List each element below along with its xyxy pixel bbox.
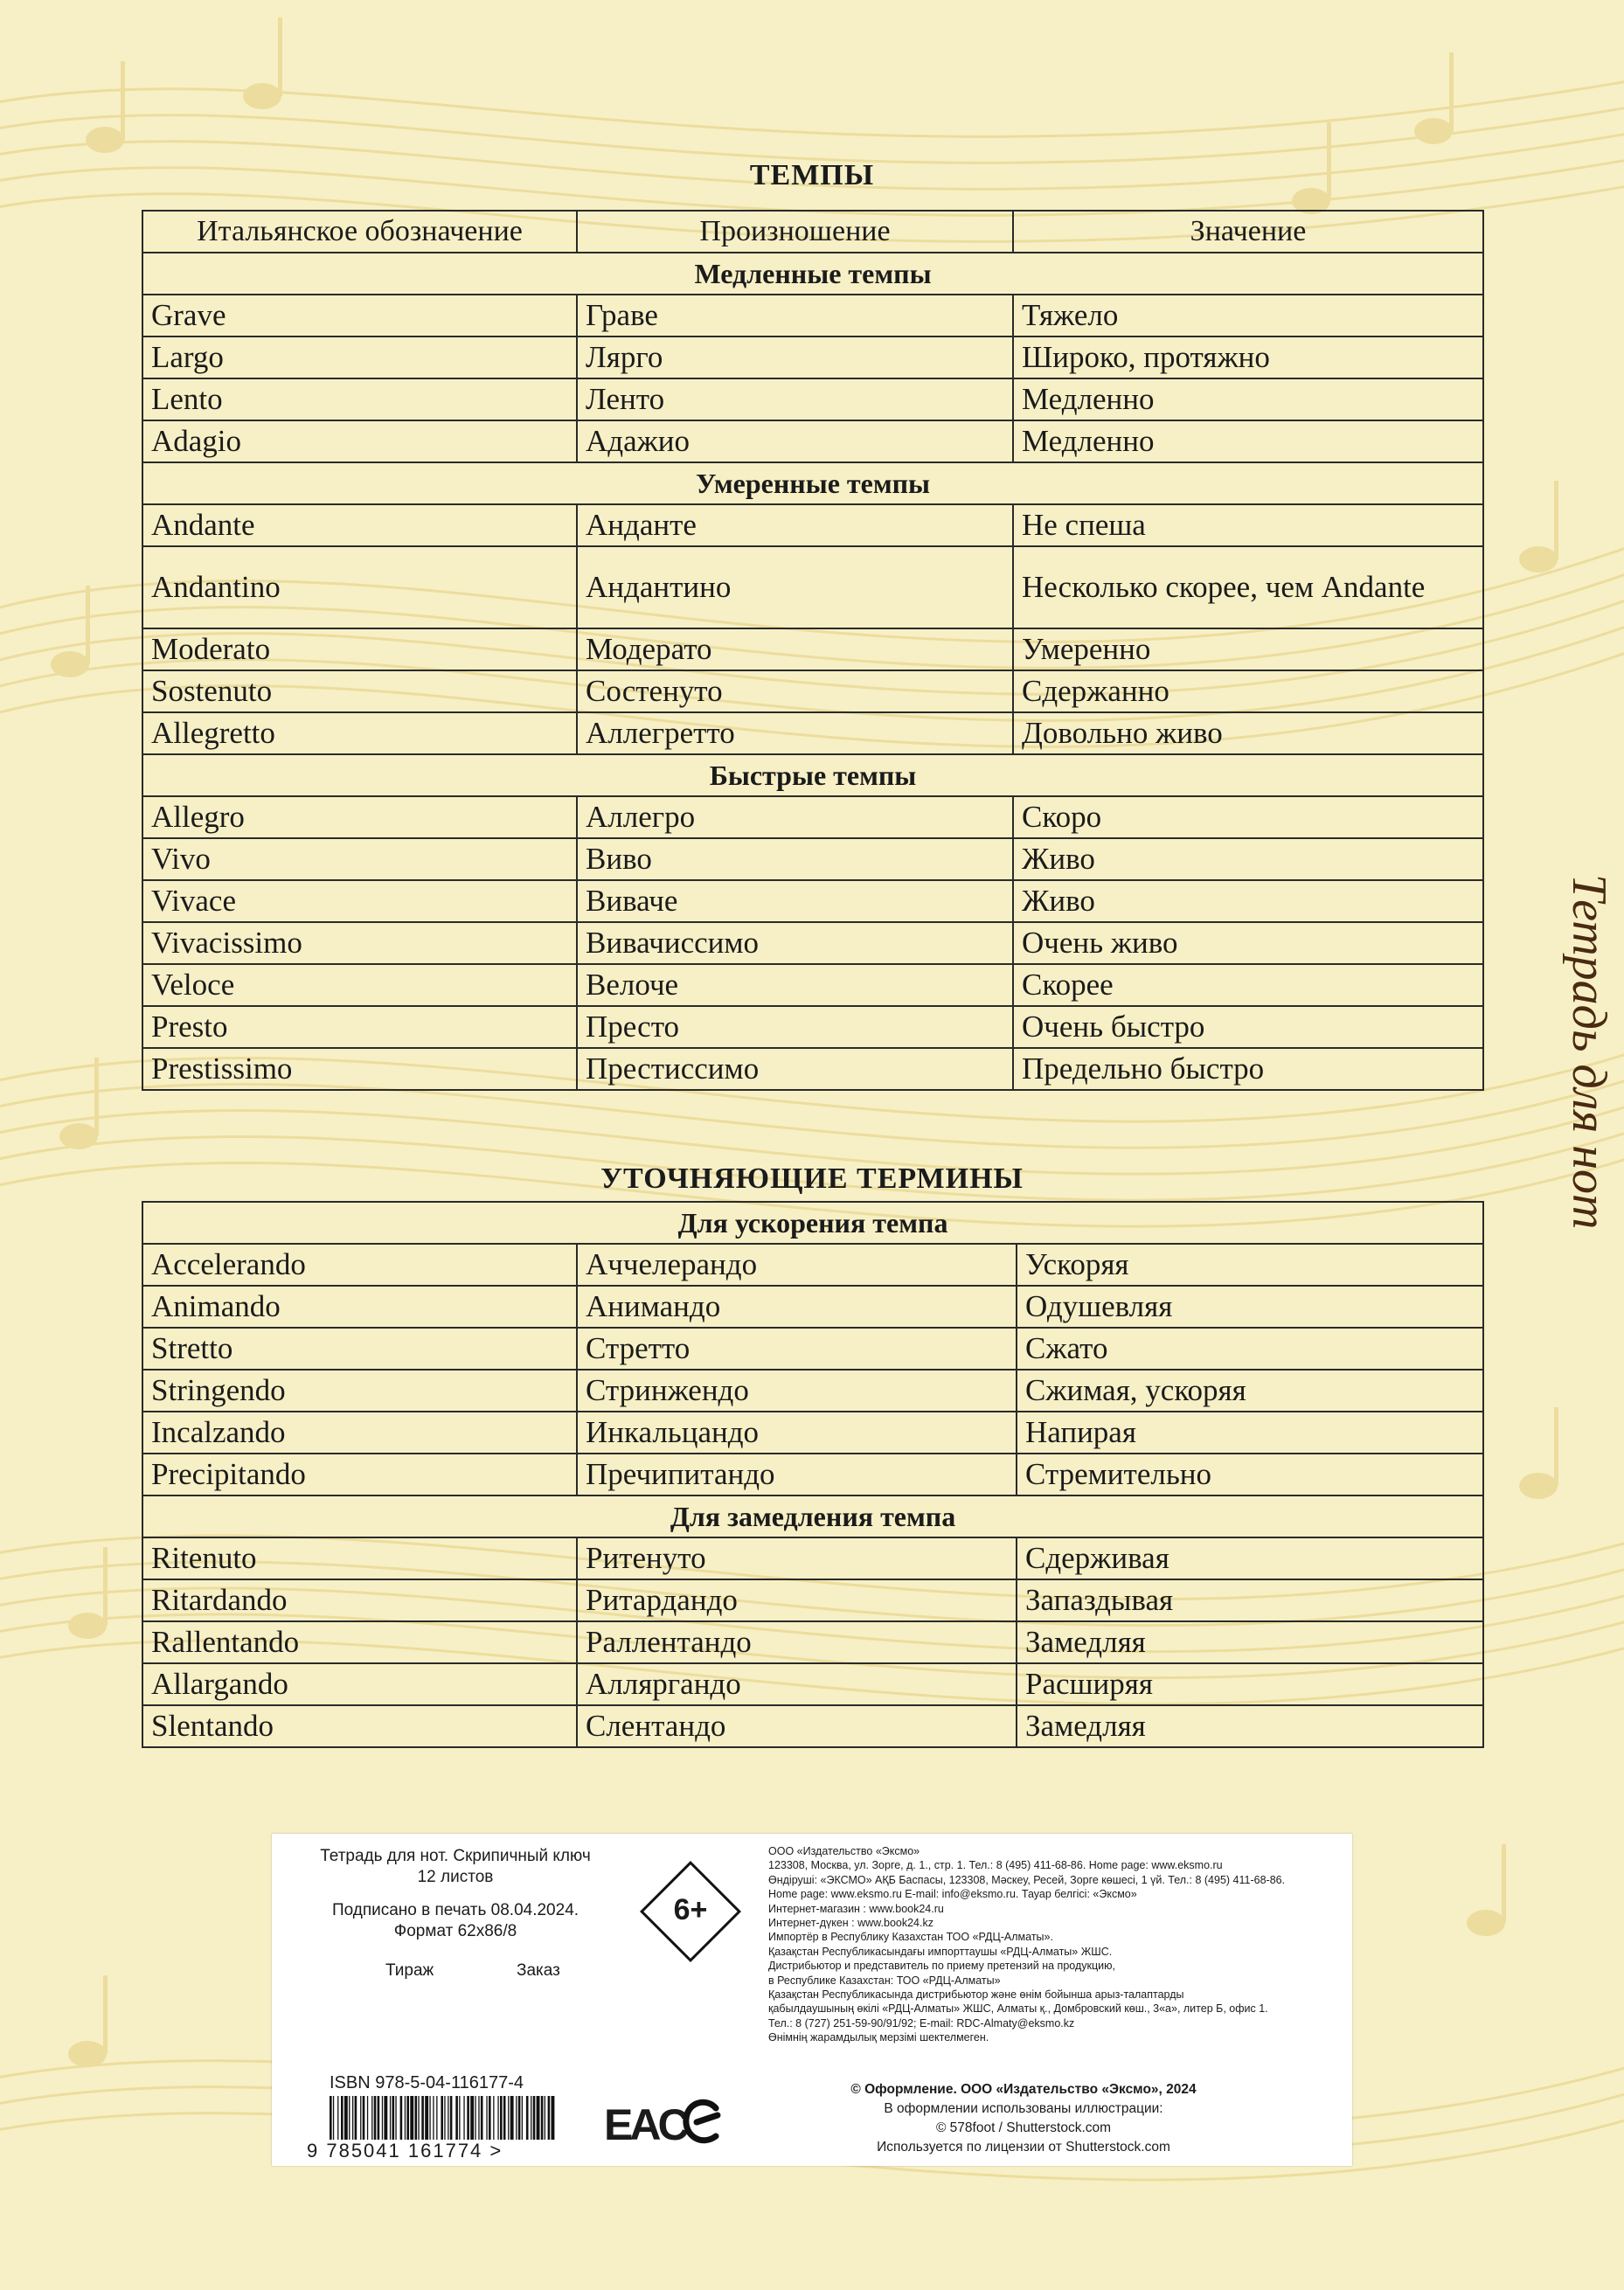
table-row xyxy=(142,420,1483,462)
italian-term: Moderato xyxy=(142,628,577,670)
meaning: Умеренно xyxy=(1013,628,1483,670)
meaning: Скорее xyxy=(1013,964,1483,1006)
pronunciation: Раллентандо xyxy=(577,1621,1017,1663)
publisher-line: ООО «Издательство «Эксмо» xyxy=(768,1845,920,1857)
spine-title: Тетрадь для нот xyxy=(1562,874,1616,1230)
group-row xyxy=(142,1202,1483,1244)
table-row xyxy=(142,712,1483,754)
pronunciation: Слентандо xyxy=(577,1705,1017,1747)
pronunciation: Анимандо xyxy=(577,1286,1017,1328)
table-row xyxy=(142,1537,1483,1579)
publisher-line: Қазақстан Республикасындағы импорттаушы «РДЦ-Алматы» ЖШС. xyxy=(768,1945,1113,1958)
group-heading: Быстрые темпы xyxy=(142,754,1483,796)
meaning: Замедляя xyxy=(1017,1621,1483,1663)
table-row xyxy=(142,1006,1483,1048)
meaning: Несколько скорее, чем Andante xyxy=(1013,546,1483,628)
italian-term: Animando xyxy=(142,1286,577,1328)
group-row xyxy=(142,253,1483,295)
table-row xyxy=(142,1705,1483,1747)
italian-term: Incalzando xyxy=(142,1412,577,1454)
meaning: Запаздывая xyxy=(1017,1579,1483,1621)
italian-term: Vivacissimo xyxy=(142,922,577,964)
terms-title: УТОЧНЯЮЩИЕ ТЕРМИНЫ xyxy=(600,1162,1024,1195)
meaning: Живо xyxy=(1013,838,1483,880)
publisher-line: Дистрибьютор и представитель по приему претензий на продукцию, xyxy=(768,1960,1115,1973)
meaning: Сдержанно xyxy=(1013,670,1483,712)
italian-term: Precipitando xyxy=(142,1454,577,1495)
meaning: Расширяя xyxy=(1017,1663,1483,1705)
publisher-line: Өндіруші: «ЭКСМО» АҚБ Баспасы, 123308, Мәскеу, Ресей, Зорге көшесі, 1 үй. Тел.: 8 (495) 411-68-86. xyxy=(768,1873,1286,1886)
order-label: Заказ xyxy=(517,1961,560,1980)
pronunciation: Состенуто xyxy=(577,670,1013,712)
pronunciation: Инкальцандо xyxy=(577,1412,1017,1454)
italian-term: Sostenuto xyxy=(142,670,577,712)
meaning: Медленно xyxy=(1013,378,1483,420)
meaning: Очень живо xyxy=(1013,922,1483,964)
table-row xyxy=(142,964,1483,1006)
pronunciation: Пречипитандо xyxy=(577,1454,1017,1495)
age-rating: 6+ xyxy=(673,1893,708,1926)
group-heading: Умеренные темпы xyxy=(142,462,1483,504)
copyright: © Оформление. ООО «Издательство «Эксмо», 2024 xyxy=(850,2082,1197,2097)
italian-term: Rallentando xyxy=(142,1621,577,1663)
table-row xyxy=(142,546,1483,628)
table-row xyxy=(142,1244,1483,1286)
group-heading: Для замедления темпа xyxy=(142,1495,1483,1537)
meaning: Предельно быстро xyxy=(1013,1048,1483,1090)
table-row xyxy=(142,838,1483,880)
publisher-line: Қазақстан Республикасында дистрибьютор және өнім бойынша арыз-талаптарды xyxy=(768,1988,1184,2002)
meaning: Сжимая, ускоряя xyxy=(1017,1370,1483,1412)
pronunciation: Аллегретто xyxy=(577,712,1013,754)
publisher-line: қабылдаушының өкілі «РДЦ-Алматы» ЖШС, Алматы қ., Домбровский көш., 3«а», литер Б, офис 1. xyxy=(768,2002,1268,2016)
pronunciation: Виваче xyxy=(577,880,1013,922)
italian-term: Veloce xyxy=(142,964,577,1006)
tempos-table xyxy=(142,210,1484,1091)
publisher-line: Импортёр в Республику Казахстан ТОО «РДЦ-Алматы». xyxy=(768,1931,1053,1944)
terms-table xyxy=(142,1201,1484,1748)
pronunciation: Ритардандо xyxy=(577,1579,1017,1621)
italian-term: Stretto xyxy=(142,1328,577,1370)
italian-term: Grave xyxy=(142,295,577,337)
pronunciation: Велоче xyxy=(577,964,1013,1006)
table-row xyxy=(142,1412,1483,1454)
pronunciation: Андантино xyxy=(577,546,1013,628)
meaning: Сдерживая xyxy=(1017,1537,1483,1579)
italian-term: Adagio xyxy=(142,420,577,462)
license-note: Используется по лицензии от Shutterstock.com xyxy=(877,2140,1170,2155)
table-row xyxy=(142,1454,1483,1495)
pronunciation: Лярго xyxy=(577,337,1013,378)
copyright-block xyxy=(831,2080,1216,2157)
group-row xyxy=(142,1495,1483,1537)
meaning: Очень быстро xyxy=(1013,1006,1483,1048)
table-row xyxy=(142,1048,1483,1090)
publisher-info xyxy=(768,1844,1336,2045)
italian-term: Prestissimo xyxy=(142,1048,577,1090)
table-row xyxy=(142,1663,1483,1705)
header-meaning: Значение xyxy=(1013,211,1483,253)
imprint-product-info xyxy=(272,1846,639,1942)
table-row xyxy=(142,670,1483,712)
meaning: Ускоряя xyxy=(1017,1244,1483,1286)
table-row xyxy=(142,1370,1483,1412)
meaning: Стремительно xyxy=(1017,1454,1483,1495)
italian-term: Allegretto xyxy=(142,712,577,754)
group-row xyxy=(142,462,1483,504)
table-row xyxy=(142,1328,1483,1370)
illustration-source: © 578foot / Shutterstock.com xyxy=(935,2120,1112,2135)
pronunciation: Граве xyxy=(577,295,1013,337)
italian-term: Allegro xyxy=(142,796,577,838)
pronunciation: Модерато xyxy=(577,628,1013,670)
meaning: Довольно живо xyxy=(1013,712,1483,754)
pronunciation: Стретто xyxy=(577,1328,1017,1370)
isbn: ISBN 978-5-04-116177-4 xyxy=(330,2073,524,2092)
meaning: Замедляя xyxy=(1017,1705,1483,1747)
publisher-line: Өнімнің жарамдылық мерзімі шектелмеген. xyxy=(768,2031,989,2044)
italian-term: Andante xyxy=(142,504,577,546)
table-row xyxy=(142,504,1483,546)
imprint-box xyxy=(272,1834,1352,2166)
italian-term: Lento xyxy=(142,378,577,420)
italian-term: Accelerando xyxy=(142,1244,577,1286)
italian-term: Ritardando xyxy=(142,1579,577,1621)
pronunciation: Виво xyxy=(577,838,1013,880)
italian-term: Vivo xyxy=(142,838,577,880)
eksmo-logo-icon xyxy=(681,2096,725,2148)
paper-format: Формат 62x86/8 xyxy=(393,1922,517,1940)
italian-term: Vivace xyxy=(142,880,577,922)
group-row xyxy=(142,754,1483,796)
pronunciation: Престо xyxy=(577,1006,1013,1048)
table-row xyxy=(142,796,1483,838)
pronunciation: Ленто xyxy=(577,378,1013,420)
publisher-line: Тел.: 8 (727) 251-59-90/91/92; E-mail: RDC-Almaty@eksmo.kz xyxy=(768,2016,1075,2030)
meaning: Живо xyxy=(1013,880,1483,922)
pronunciation: Аллегро xyxy=(577,796,1013,838)
table-row xyxy=(142,880,1483,922)
publisher-line: Интернет-магазин : www.book24.ru xyxy=(768,1902,944,1915)
italian-term: Stringendo xyxy=(142,1370,577,1412)
header-pronunciation: Произношение xyxy=(577,211,1013,253)
table-row xyxy=(142,1621,1483,1663)
print-run-label: Тираж xyxy=(385,1961,434,1980)
pronunciation: Алляргандо xyxy=(577,1663,1017,1705)
publisher-line: Интернет-дүкен : www.book24.kz xyxy=(768,1917,933,1930)
italian-term: Slentando xyxy=(142,1705,577,1747)
pronunciation: Ритенуто xyxy=(577,1537,1017,1579)
table-row xyxy=(142,1286,1483,1328)
meaning: Широко, протяжно xyxy=(1013,337,1483,378)
tempos-title: ТЕМПЫ xyxy=(749,159,875,191)
group-heading: Для ускорения темпа xyxy=(142,1202,1483,1244)
italian-term: Ritenuto xyxy=(142,1537,577,1579)
pronunciation: Вивачиссимо xyxy=(577,922,1013,964)
pronunciation: Адажио xyxy=(577,420,1013,462)
table-row xyxy=(142,628,1483,670)
italian-term: Allargando xyxy=(142,1663,577,1705)
italian-term: Andantino xyxy=(142,546,577,628)
table-row xyxy=(142,295,1483,337)
sheet-count: 12 листов xyxy=(417,1868,494,1886)
table-row xyxy=(142,337,1483,378)
meaning: Напирая xyxy=(1017,1412,1483,1454)
publisher-line: Home page: www.eksmo.ru E-mail: info@eksmo.ru. Тауар белгісі: «Эксмо» xyxy=(768,1888,1137,1901)
illustrations-note: В оформлении использованы иллюстрации: xyxy=(884,2101,1163,2116)
barcode-number: 9 785041 161774 > xyxy=(307,2140,503,2162)
table-row xyxy=(142,922,1483,964)
pronunciation: Анданте xyxy=(577,504,1013,546)
meaning: Не спеша xyxy=(1013,504,1483,546)
meaning: Скоро xyxy=(1013,796,1483,838)
header-italian: Итальянское обозначение xyxy=(142,211,577,253)
meaning: Сжато xyxy=(1017,1328,1483,1370)
pronunciation: Аччелерандо xyxy=(577,1244,1017,1286)
pronunciation: Престиссимо xyxy=(577,1048,1013,1090)
meaning: Тяжело xyxy=(1013,295,1483,337)
table-row xyxy=(142,1579,1483,1621)
table-row xyxy=(142,378,1483,420)
meaning: Медленно xyxy=(1013,420,1483,462)
header-row xyxy=(142,211,1483,253)
group-heading: Медленные темпы xyxy=(142,253,1483,295)
publisher-line: в Республике Казахстан: ТОО «РДЦ-Алматы» xyxy=(768,1974,1001,1987)
pronunciation: Стринжендо xyxy=(577,1370,1017,1412)
italian-term: Presto xyxy=(142,1006,577,1048)
publisher-line: 123308, Москва, ул. Зорге, д. 1., стр. 1. Тел.: 8 (495) 411-68-86. Home page: www.eksmo.ru xyxy=(768,1859,1223,1872)
print-date: Подписано в печать 08.04.2024. xyxy=(331,1901,580,1919)
eac-mark: EAC xyxy=(604,2100,686,2149)
product-name: Тетрадь для нот. Скрипичный ключ xyxy=(320,1847,591,1865)
meaning: Одушевляя xyxy=(1017,1286,1483,1328)
italian-term: Largo xyxy=(142,337,577,378)
